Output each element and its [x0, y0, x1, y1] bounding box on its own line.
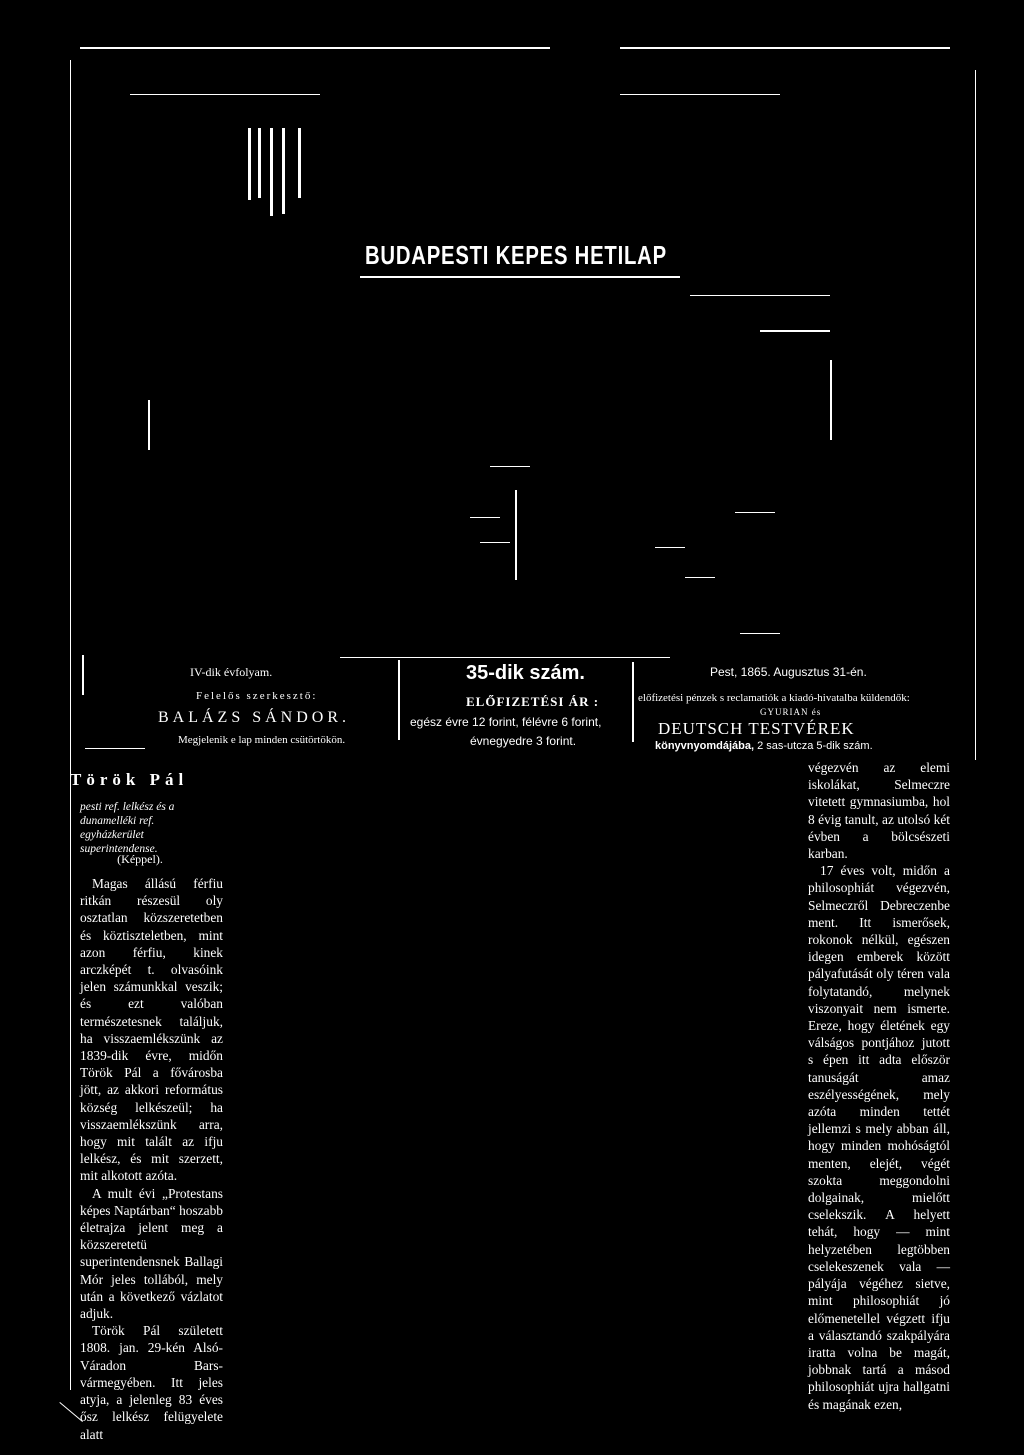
deco-rule-5	[830, 360, 832, 440]
header-divider-2	[632, 662, 634, 742]
editor-label: Felelős szerkesztő:	[196, 690, 318, 702]
frame-right	[975, 70, 976, 760]
right-paragraph-1: végezvén az elemi iskolákat, Selmeczre vitetett gymnasiumba, hol 8 évig tanult, az utolsó két évben a bölcsészeti karban.	[808, 760, 950, 862]
article-title: Török Pál	[70, 770, 189, 789]
header-divider-1	[398, 660, 400, 740]
deco-rule-12	[655, 547, 685, 548]
deco-rule-11	[480, 542, 510, 543]
left-paragraph-2: A mult évi „Protestans képes Naptárban“ hoszabb életrajza jelent meg a közszeretetü superintendensnek Ballagi Mór jeles tollából, mely után a következő vázlatot adjuk.	[80, 1185, 223, 1322]
publisher-name: DEUTSCH TESTVÉREK	[658, 719, 855, 738]
issue-number: 35-dik szám.	[466, 662, 585, 684]
left-column	[80, 875, 223, 1443]
deco-rule-6	[148, 400, 150, 450]
price-line-1: egész évre 12 forint, félévre 6 forint,	[410, 715, 602, 729]
image-caption: (Képpel).	[117, 852, 163, 866]
press-address	[655, 740, 873, 752]
deco-rule-7	[490, 466, 530, 467]
right-paragraph-2: 17 éves volt, midőn a philosophiát végezvén, Selmeczről Debreczenbe ment. Itt ismerősek, rokonok nélkül, egészen idegen emberek között pályafutását oly téren vala folytatandó, melynek viszonyait nem ismerte. Ereze, hogy életének egy válságos pontjához jutott s épen itt adta először tanuságát amaz eszélyességének, mely azóta minden tettét jellemzi s mely abban áll, hogy minden mohóságtól menten, elejét, végét szokta meggondolni dolgainak, mielőtt cselekszik. A helyett tehát, hogy — mint helyzetében legtöbben cselekeszenek vala — pályája végéhez sietve, mint philosophiát jó előmenetellel végzett ifju a választandó szakpályára iratta volna be magát, jobbnak tartá a másod philosophiát ujra hallgatni és magának ezen,	[808, 863, 950, 1412]
editor-name: BALÁZS SÁNDOR.	[158, 709, 351, 726]
publisher-small: GYURIAN és	[760, 707, 822, 717]
masthead-ornament	[248, 128, 320, 216]
article-subtitle: pesti ref. lelkész és a dunamelléki ref. egyházkerület superintendense.	[80, 801, 175, 855]
price-label: ELŐFIZETÉSI ÁR :	[466, 694, 600, 709]
price-line-2: évnegyedre 3 forint.	[470, 734, 577, 748]
masthead-underline	[360, 276, 680, 278]
top-rule-right	[620, 47, 950, 49]
header-divider-left	[82, 655, 84, 695]
issue-date: Pest, 1865. Augusztus 31-én.	[710, 665, 867, 679]
volume-label: IV-dik évfolyam.	[190, 665, 273, 679]
subscription-note: előfizetési pénzek s reclamatiók a kiadó-hivatalba küldendők:	[638, 692, 910, 704]
left-paragraph-1: Magas állású férfiu ritkán részesül oly osztatlan közszeretetben és köztiszteletben, mint azon férfiu, kinek arczképét t. olvasóink jelen számunkkal veszik; és ezt valóban természetesnek találjuk, ha visszaemlékszünk az 1839-dik évre, midőn Török Pál a fővárosba jött, az akkori református község lelkészeül; ha visszaemlékszünk arra, hogy mit talált az ifju lelkész, és mit szerzett, mit alkotott azóta.	[80, 876, 223, 1184]
frame-left	[70, 60, 71, 1390]
top-rule	[80, 47, 550, 49]
left-paragraph-3: Török Pál született 1808. jan. 29-kén Alsó-Váradon Bars-vármegyében. Itt jeles atyja, a jelenleg 83 éves ősz lelkész felügyelete alatt	[80, 1323, 223, 1442]
right-column	[808, 759, 950, 1413]
deco-rule-9	[470, 517, 500, 518]
header-rule	[340, 657, 670, 658]
deco-rule-3	[690, 295, 830, 296]
press-street: 2 sas-utcza 5-dik szám.	[754, 740, 873, 752]
deco-rule-1	[130, 94, 320, 95]
header-bottom-rule	[85, 748, 145, 749]
deco-rule-13	[685, 577, 715, 578]
masthead-title: BUDAPESTI KEPES HETILAP	[365, 240, 667, 270]
deco-rule-4	[760, 330, 830, 332]
press-name: könyvnyomdájába,	[655, 740, 755, 752]
publication-schedule: Megjelenik e lap minden csütörtökön.	[178, 734, 346, 746]
deco-rule-14	[740, 633, 780, 634]
deco-rule-2	[620, 94, 780, 95]
deco-rule-8	[515, 490, 517, 580]
deco-rule-10	[735, 512, 775, 513]
